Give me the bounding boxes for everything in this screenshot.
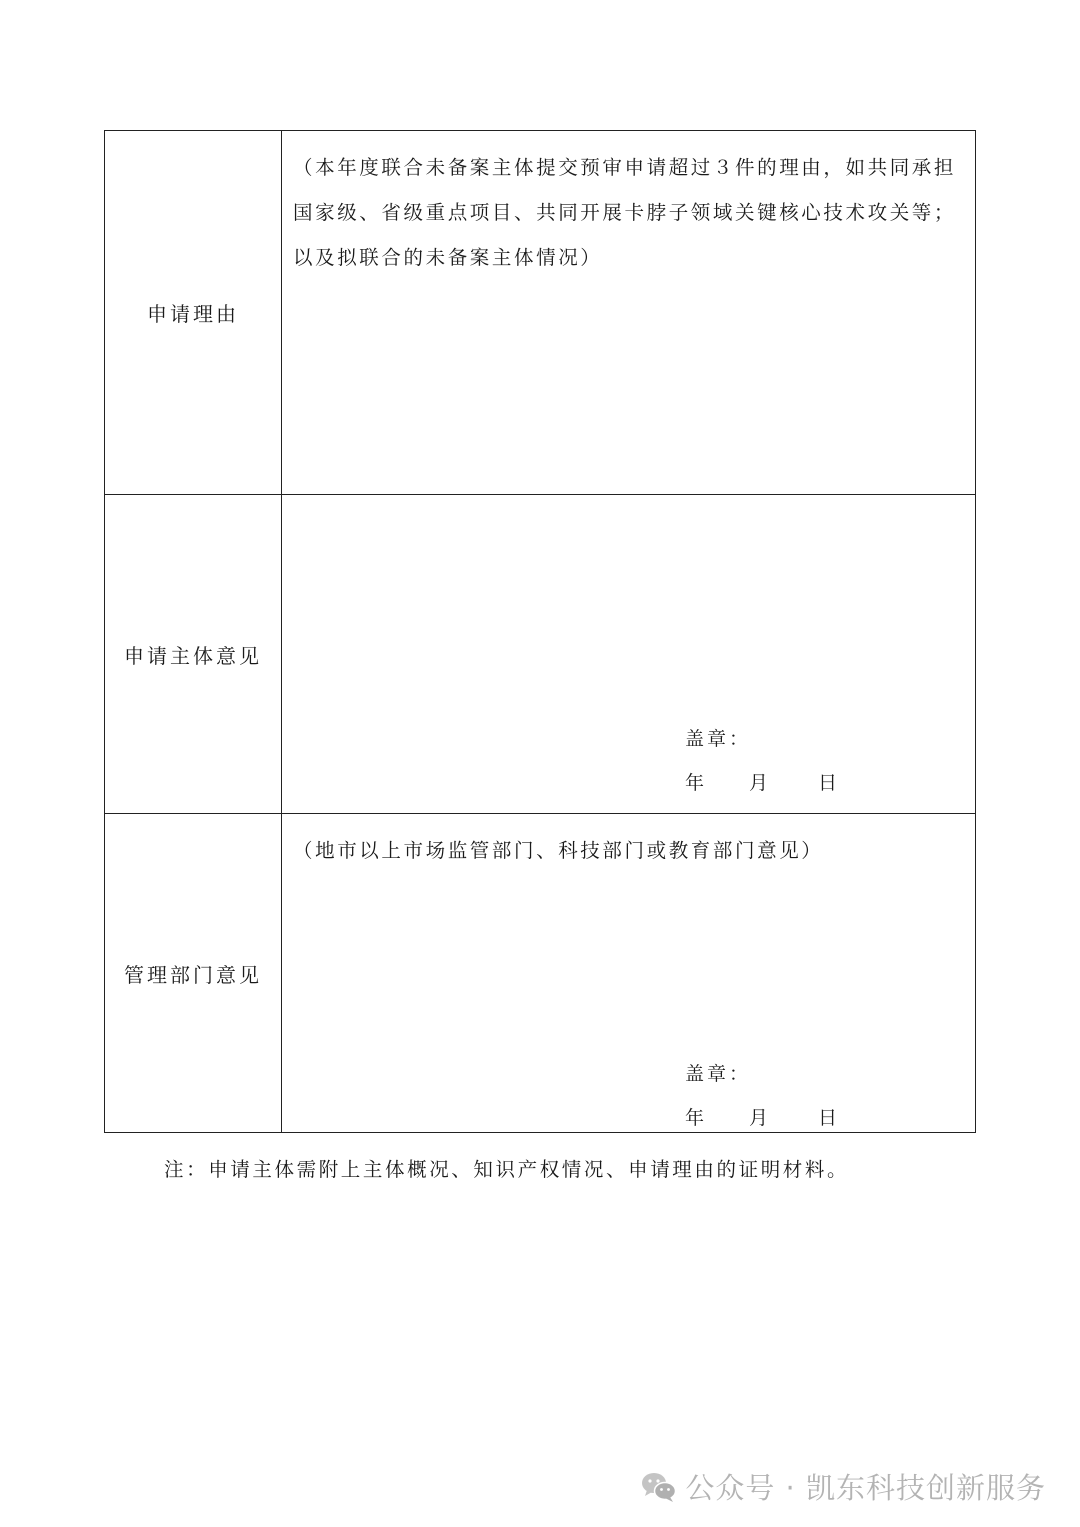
- applicant-opinion-field[interactable]: [282, 495, 976, 814]
- wechat-icon: [641, 1471, 677, 1503]
- applicant-date-year: 年: [685, 772, 705, 794]
- authority-opinion-label: 管理部门意见: [105, 814, 282, 1133]
- reason-label: 申请理由: [105, 131, 282, 495]
- authority-date-year: 年: [685, 1107, 705, 1129]
- authority-hint: （地市以上市场监管部门、科技部门或教育部门意见）: [293, 839, 824, 862]
- reason-hint: （本年度联合未备案主体提交预审申请超过３件的理由，如共同承担国家级、省级重点项目、共同开展卡脖子领域关键核心技术攻关等；以及拟联合的未备案主体情况）: [293, 156, 957, 269]
- watermark: [641, 1466, 1046, 1507]
- applicant-opinion-label: 申请主体意见: [105, 495, 282, 814]
- authority-date-day: 日: [818, 1107, 838, 1129]
- application-form-table: [104, 130, 976, 1133]
- applicant-date-month: 月: [749, 772, 769, 794]
- reason-row: [105, 131, 976, 495]
- reason-field[interactable]: [282, 131, 976, 495]
- authority-seal-label: 盖章：: [685, 1063, 752, 1085]
- applicant-opinion-row: [105, 495, 976, 814]
- authority-opinion-field[interactable]: [282, 814, 976, 1133]
- footnote: 注：申请主体需附上主体概况、知识产权情况、申请理由的证明材料。: [164, 1158, 850, 1181]
- authority-date-month: 月: [749, 1107, 769, 1129]
- applicant-seal-label: 盖章：: [685, 728, 752, 750]
- applicant-date-day: 日: [818, 772, 838, 794]
- authority-opinion-row: [105, 814, 976, 1133]
- watermark-text: 公众号 · 凯东科技创新服务: [685, 1471, 1046, 1505]
